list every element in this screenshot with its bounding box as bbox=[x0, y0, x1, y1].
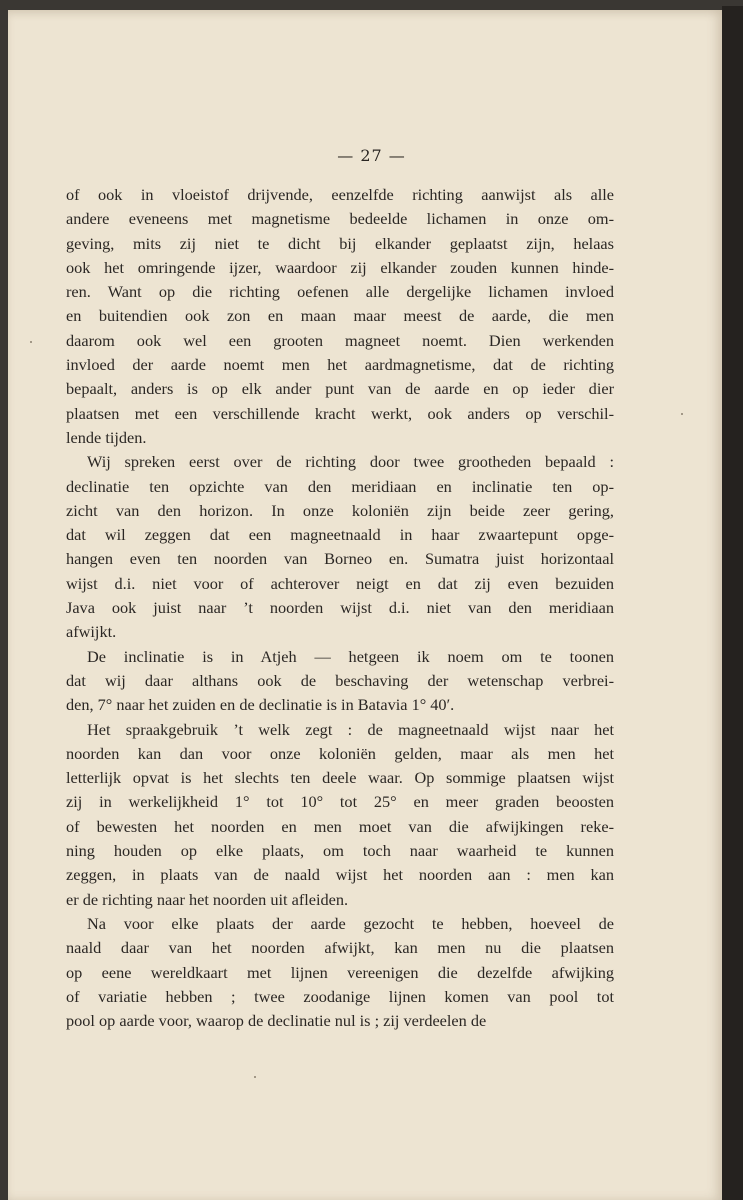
text-line bbox=[66, 985, 614, 1009]
text-line bbox=[66, 329, 614, 353]
text-line-content: andere eveneens met magnetisme bedeelde lichamen in onze om- bbox=[66, 209, 614, 229]
text-line bbox=[66, 912, 614, 936]
text-line bbox=[66, 256, 614, 280]
text-line-content: daarom ook wel een grooten magneet noemt. Dien werkenden bbox=[66, 330, 614, 350]
text-line-content: ren. Want op die richting oefenen alle dergelijke lichamen invloed bbox=[66, 282, 614, 302]
text-line-content: of ook in vloeistof drijvende, eenzelfde richting aanwijst als alle bbox=[66, 185, 614, 204]
text-line bbox=[66, 888, 614, 912]
text-line bbox=[66, 863, 614, 887]
text-line-content: Na voor elke plaats der aarde gezocht te hebben, hoeveel de bbox=[87, 913, 614, 933]
text-line-content: invloed der aarde noemt men het aardmagnetisme, dat de richting bbox=[66, 355, 614, 375]
text-line bbox=[66, 207, 614, 231]
text-line bbox=[66, 402, 614, 426]
book-edge-shadow bbox=[722, 6, 743, 1200]
text-line-content: wijst d.i. niet voor of achterover neigt en dat zij even bezuiden bbox=[66, 573, 614, 593]
text-line-content: zij in werkelijkheid 1° tot 10° tot 25° en meer graden beoosten bbox=[66, 792, 614, 812]
text-line bbox=[66, 353, 614, 377]
text-line bbox=[66, 475, 614, 499]
text-line-content: hangen even ten noorden van Borneo en. Sumatra juist horizontaal bbox=[66, 549, 614, 569]
text-line bbox=[66, 304, 614, 328]
text-line-content: declinatie ten opzichte van den meridiaan en inclinatie ten op- bbox=[66, 476, 614, 496]
text-line-content: pool op aarde voor, waarop de declinatie nul is ; zij verdeelen de bbox=[66, 1011, 487, 1031]
text-line-content: er de richting naar het noorden uit afleiden. bbox=[66, 889, 349, 909]
text-line bbox=[66, 547, 614, 571]
text-line-content: letterlijk opvat is het slechts ten deele waar. Op sommige plaatsen wijst bbox=[66, 768, 614, 788]
text-line bbox=[66, 280, 614, 304]
text-line bbox=[66, 620, 614, 644]
text-line-content: ning houden op elke plaats, om toch naar waarheid te kunnen bbox=[66, 841, 614, 861]
text-line bbox=[66, 572, 614, 596]
text-line-content: dat wil zeggen dat een magneetnaald in haar zwaartepunt opge- bbox=[66, 525, 614, 545]
page-number: — 27 — bbox=[337, 146, 406, 165]
text-line-content: den, 7° naar het zuiden en de declinatie is in Batavia 1° 40′. bbox=[66, 695, 455, 715]
paper-speck bbox=[681, 413, 683, 415]
text-line-content: en buitendien ook zon en maan maar meest de aarde, die men bbox=[66, 306, 614, 326]
text-line bbox=[66, 693, 614, 717]
text-line bbox=[66, 766, 614, 790]
text-line-content: op eene wereldkaart met lijnen vereenigen die dezelfde afwijking bbox=[66, 962, 614, 982]
text-line-content: dat wij daar althans ook de beschaving der wetenschap verbrei- bbox=[66, 670, 614, 690]
text-line-content: noorden kan dan voor onze koloniën gelden, maar als men het bbox=[66, 743, 614, 763]
text-line bbox=[66, 961, 614, 985]
text-line-content: zicht van den horizon. In onze koloniën zijn beide zeer gering, bbox=[66, 500, 614, 520]
text-line bbox=[66, 450, 614, 474]
text-line bbox=[66, 645, 614, 669]
text-line-content: zeggen, in plaats van de naald wijst het noorden aan : men kan bbox=[66, 865, 614, 885]
text-line-content: De inclinatie is in Atjeh — hetgeen ik noem om te toonen bbox=[87, 646, 614, 666]
text-line-content: ook het omringende ijzer, waardoor zij elkander zouden kunnen hinde- bbox=[66, 257, 614, 277]
text-line bbox=[66, 718, 614, 742]
text-line bbox=[66, 1009, 614, 1033]
text-line bbox=[66, 669, 614, 693]
text-line-content: Java ook juist naar ’t noorden wijst d.i. niet van den meridiaan bbox=[66, 598, 614, 618]
text-line bbox=[66, 742, 614, 766]
text-line-content: of bewesten het noorden en men moet van die afwijkingen reke- bbox=[66, 816, 614, 836]
paper-speck bbox=[254, 1076, 256, 1078]
text-line-content: Het spraakgebruik ’t welk zegt : de magneetnaald wijst naar het bbox=[87, 719, 614, 739]
text-line-content: plaatsen met een verschillende kracht werkt, ook anders op verschil- bbox=[66, 403, 614, 423]
text-line bbox=[66, 499, 614, 523]
text-line bbox=[66, 790, 614, 814]
text-line bbox=[66, 377, 614, 401]
text-line bbox=[66, 596, 614, 620]
text-line bbox=[66, 183, 614, 207]
text-line-content: lende tijden. bbox=[66, 427, 147, 447]
text-line bbox=[66, 523, 614, 547]
text-line-content: geving, mits zij niet te dicht bij elkander geplaatst zijn, helaas bbox=[66, 233, 614, 253]
text-line bbox=[66, 839, 614, 863]
text-line bbox=[66, 936, 614, 960]
text-line bbox=[66, 815, 614, 839]
text-line-content: bepaalt, anders is op elk ander punt van de aarde en op ieder dier bbox=[66, 379, 614, 399]
text-line-content: Wij spreken eerst over de richting door twee grootheden bepaald : bbox=[87, 452, 614, 472]
text-line-content: of variatie hebben ; twee zoodanige lijnen komen van pool tot bbox=[66, 986, 614, 1006]
paper-speck bbox=[30, 341, 32, 343]
text-line bbox=[66, 426, 614, 450]
text-line-content: naald daar van het noorden afwijkt, kan men nu die plaatsen bbox=[66, 938, 614, 958]
text-line bbox=[66, 232, 614, 256]
text-line-content: afwijkt. bbox=[66, 622, 117, 642]
body-text bbox=[66, 183, 614, 1033]
